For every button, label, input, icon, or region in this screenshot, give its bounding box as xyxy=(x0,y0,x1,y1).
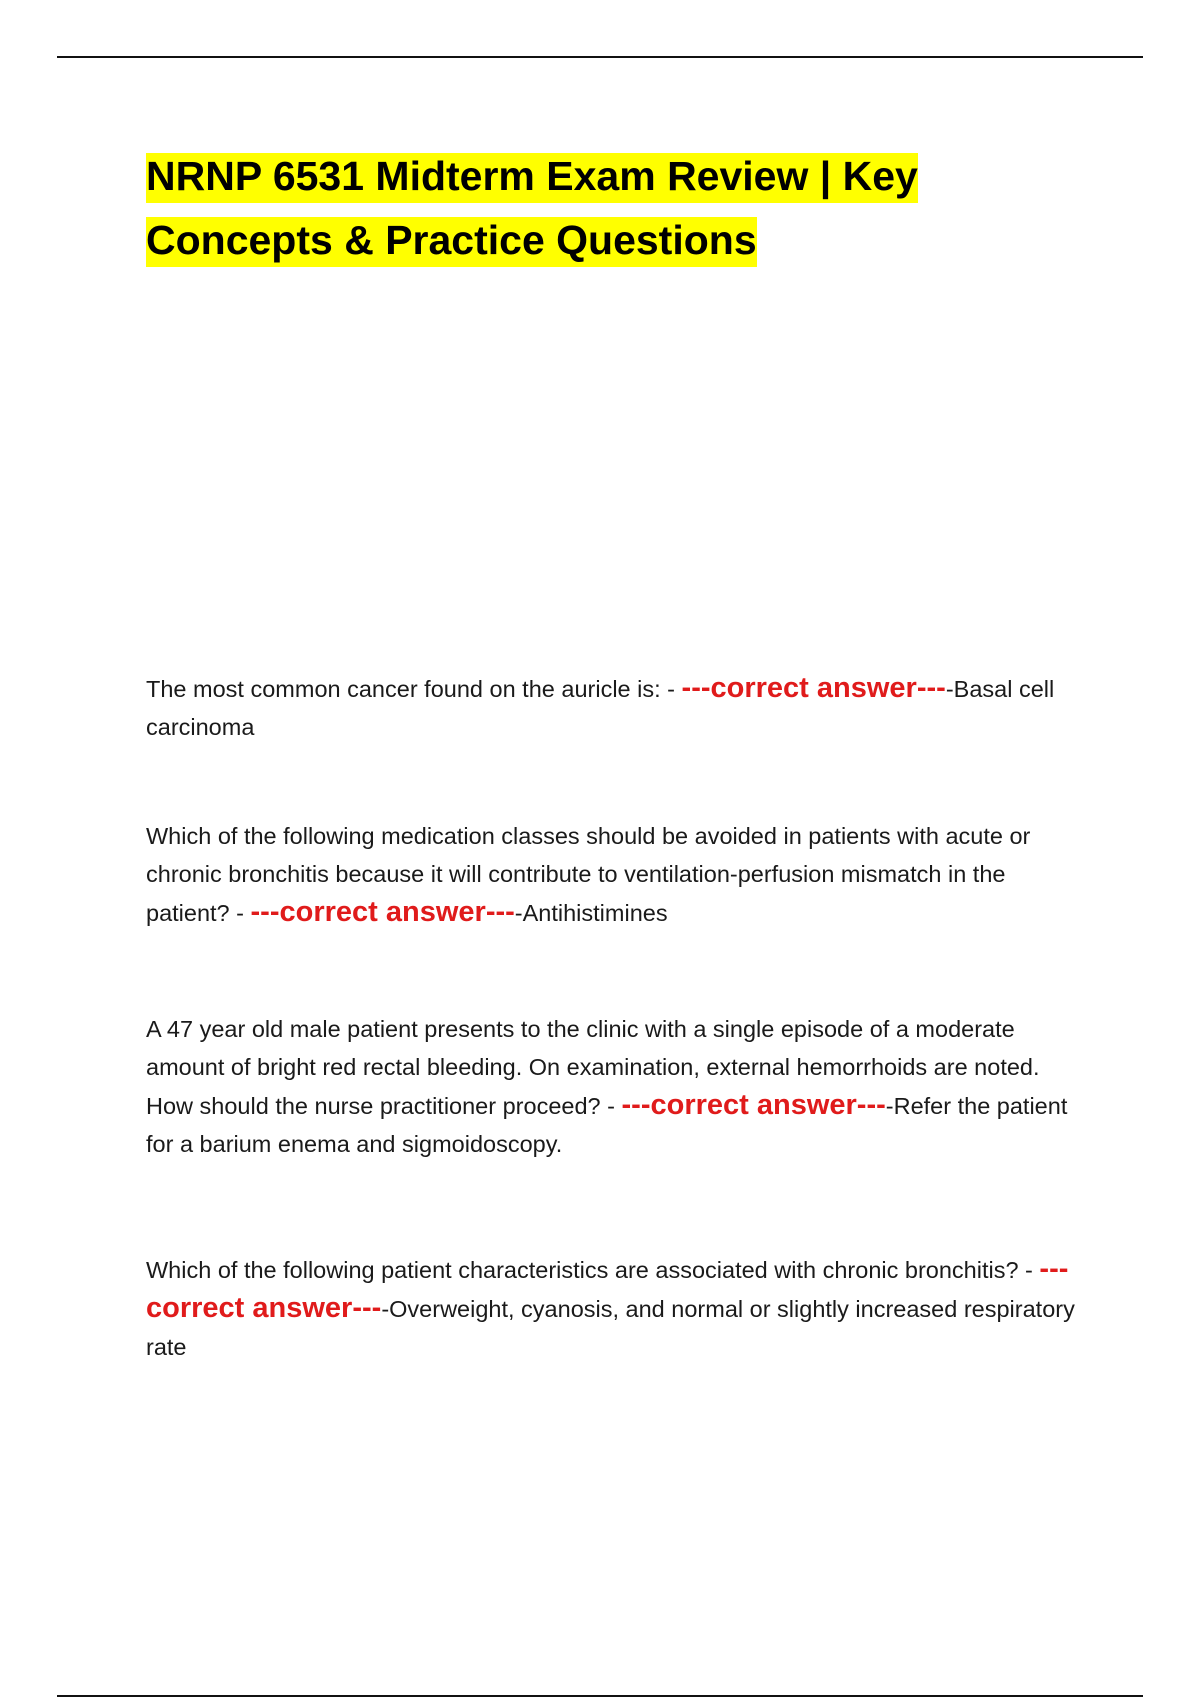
qa-item xyxy=(146,817,1086,932)
answer-text: -Antihistimines xyxy=(514,900,668,926)
header-rule xyxy=(57,56,1143,58)
qa-item xyxy=(146,1010,1086,1163)
answer-text: -Refer the patient for a barium enema and sigmoidoscopy. xyxy=(146,1093,1068,1157)
document-title xyxy=(146,144,1046,272)
qa-item xyxy=(146,669,1086,746)
correct-answer-marker: ---correct answer--- xyxy=(250,896,515,928)
question-text: A 47 year old male patient presents to the clinic with a single episode of a moderate amount of bright red rectal bleeding. On examination, external hemorrhoids are noted. How should the nurse practitioner proceed? - xyxy=(146,1016,1040,1119)
qa-item xyxy=(146,1250,1086,1366)
footer-rule xyxy=(57,1695,1143,1697)
title-line-1: NRNP 6531 Midterm Exam Review | Key xyxy=(146,153,918,203)
question-text: Which of the following medication classes should be avoided in patients with acute or chronic bronchitis because it will contribute to ventilation-perfusion mismatch in the patient? - xyxy=(146,823,1031,926)
correct-answer-marker: ---correct answer--- xyxy=(621,1089,886,1121)
answer-text: -Overweight, cyanosis, and normal or slightly increased respiratory rate xyxy=(146,1296,1075,1360)
title-line-2: Concepts & Practice Questions xyxy=(146,217,757,267)
correct-answer-marker: ---correct answer--- xyxy=(681,672,946,704)
question-text: The most common cancer found on the auricle is: - xyxy=(146,676,682,702)
question-text: Which of the following patient characteristics are associated with chronic bronchitis? - xyxy=(146,1257,1040,1283)
answer-text: -Basal cell carcinoma xyxy=(146,676,1055,740)
correct-answer-marker: ---correct answer--- xyxy=(146,1253,1069,1324)
